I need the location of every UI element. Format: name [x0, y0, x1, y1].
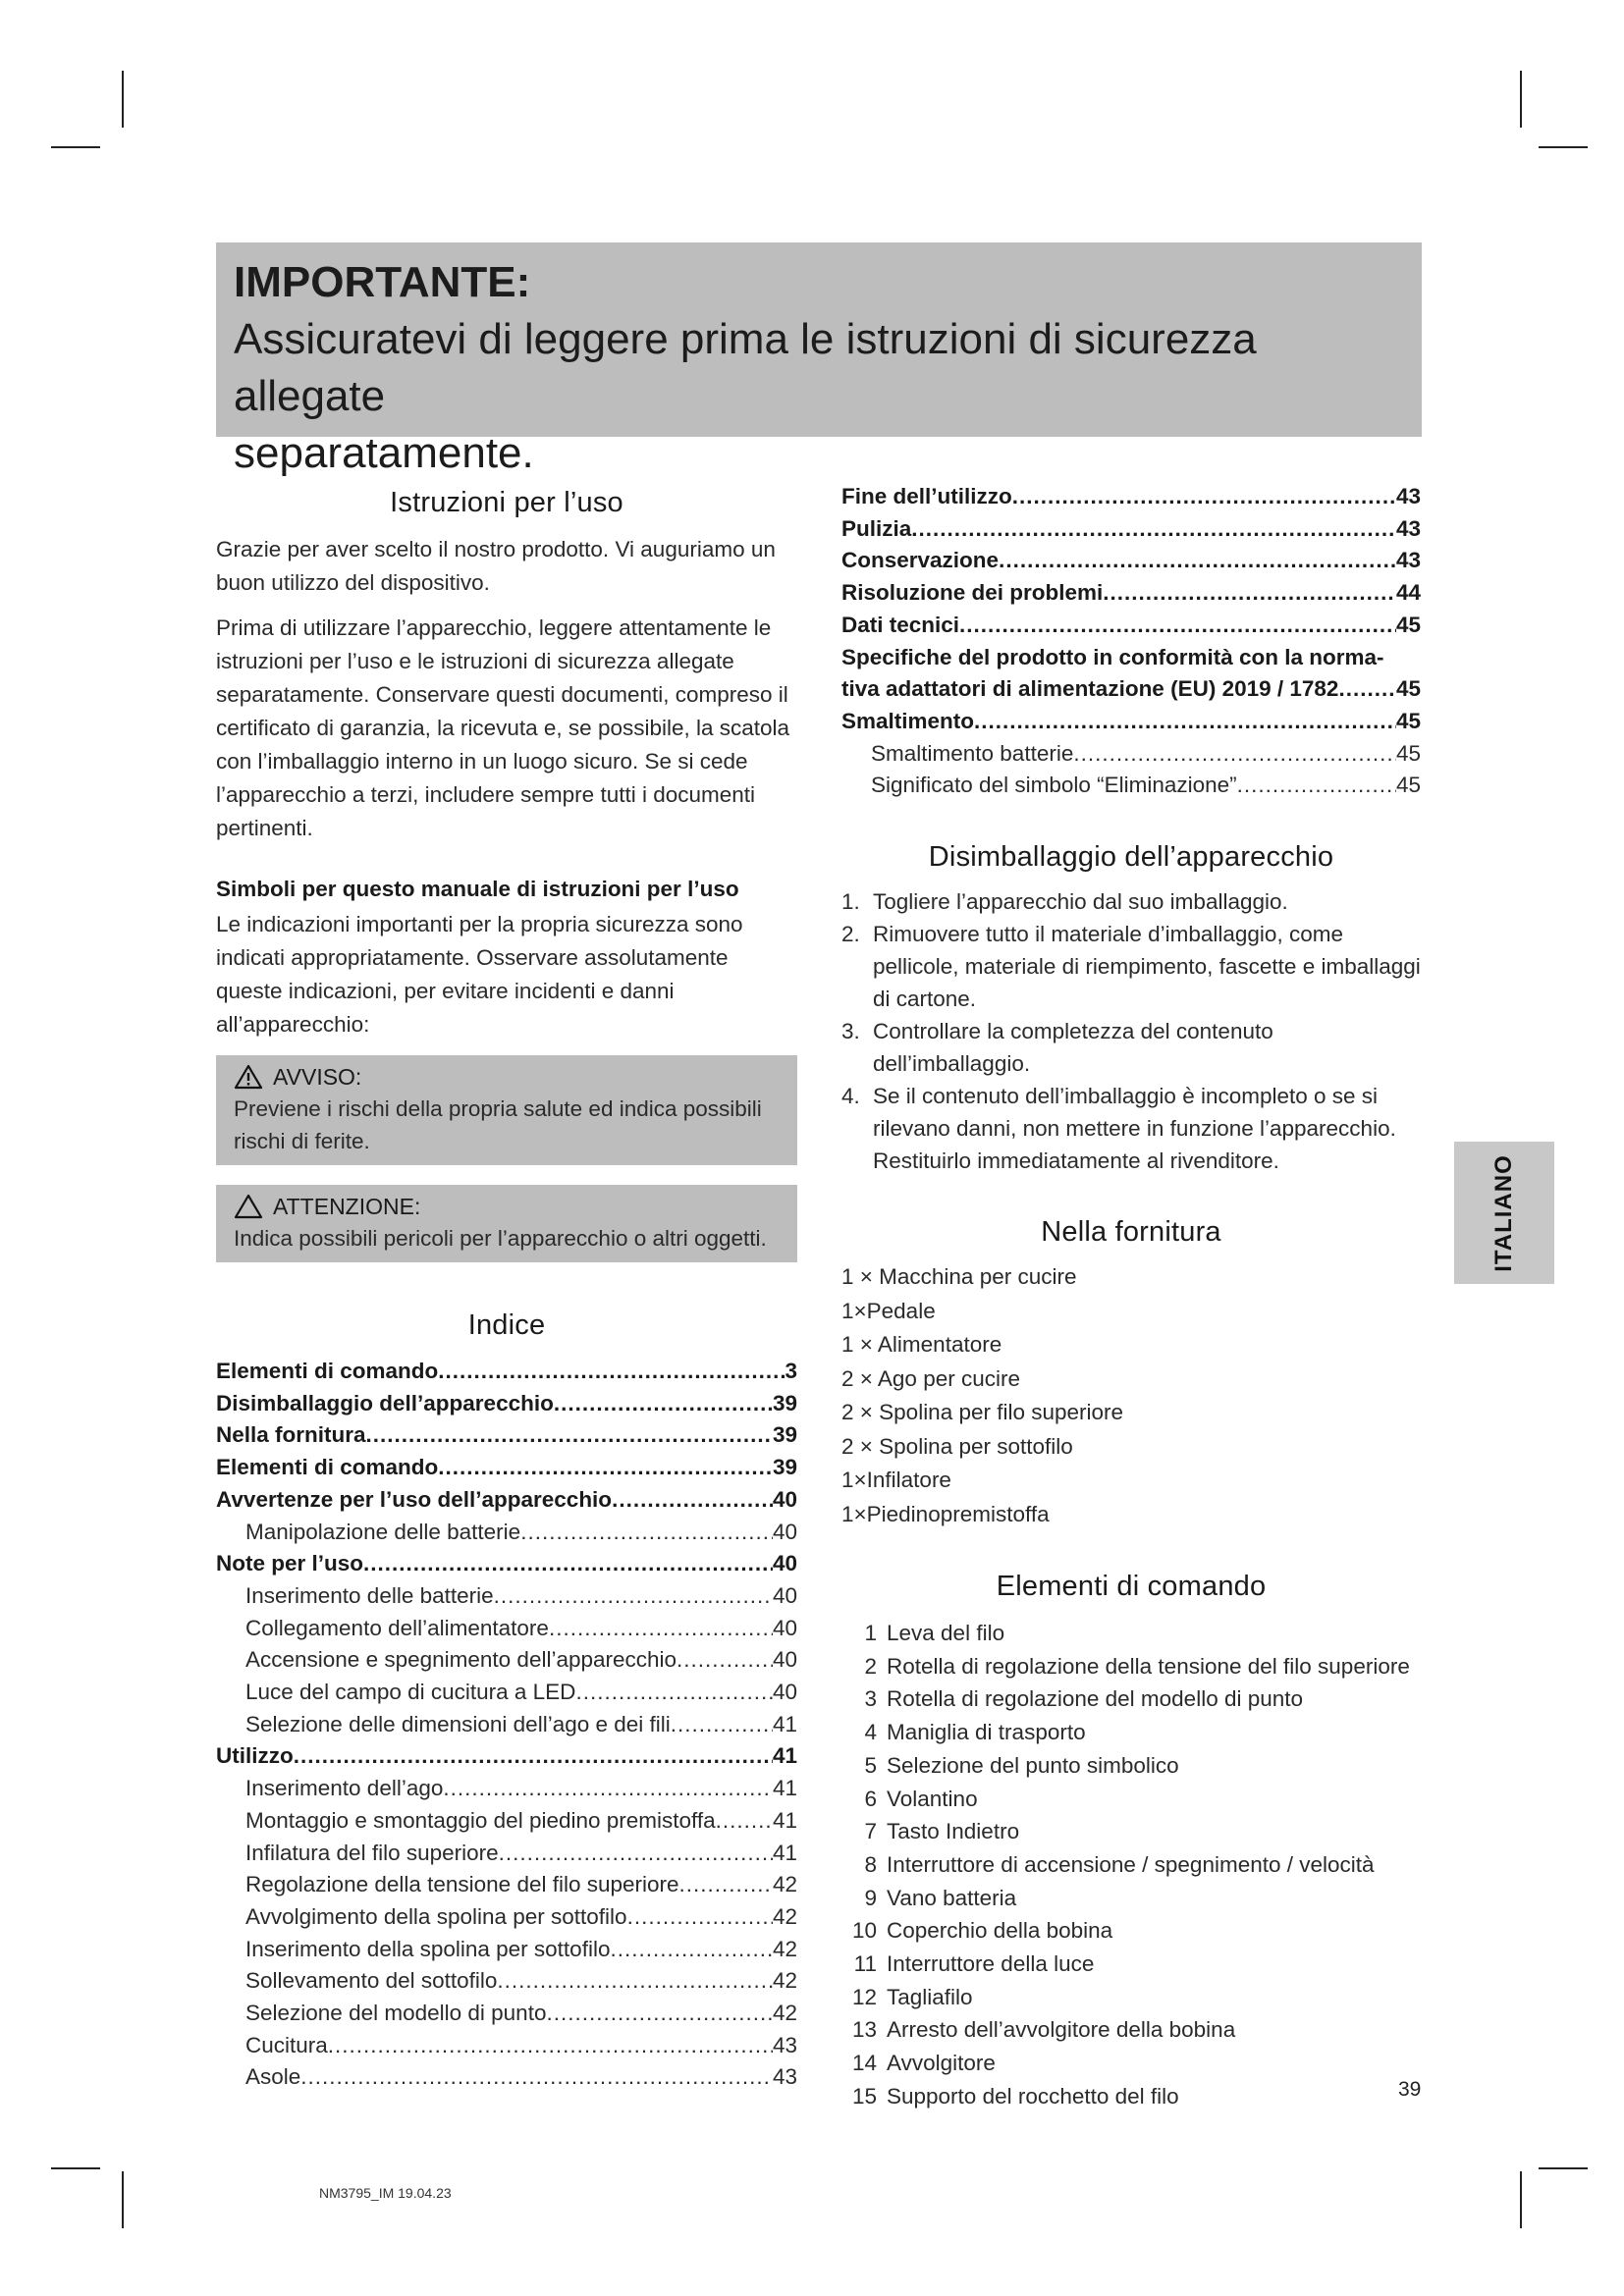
control-text: Leva del filo [887, 1621, 1005, 1646]
toc-spec-line-2: tiva adattatori di alimentazione (EU) 2019 / 1782 [841, 676, 1339, 702]
toc-item-label: Nella fornitura [216, 1422, 366, 1448]
toc-item[interactable] [841, 738, 1421, 771]
control-item [841, 1716, 1421, 1749]
control-number: 10 [851, 1918, 877, 1944]
toc-item[interactable] [841, 770, 1421, 802]
toc-item[interactable] [216, 1356, 797, 1388]
control-number: 13 [851, 2017, 877, 2043]
toc-item[interactable] [216, 1388, 797, 1420]
toc-leader-dots [575, 1677, 773, 1709]
toc-item-page: 41 [772, 1807, 797, 1833]
toc-item-label: Infilatura del filo superiore [245, 1840, 499, 1865]
toc-spec-line-1: Specifiche del prodotto in conformità con la norma- [841, 644, 1384, 669]
toc-item[interactable] [841, 513, 1421, 546]
warning-triangle-icon [234, 1064, 263, 1090]
control-number: 7 [864, 1819, 877, 1844]
toc-item[interactable] [216, 1613, 797, 1645]
control-number: 1 [864, 1621, 877, 1646]
warning-box [216, 1055, 797, 1165]
crop-mark [122, 2171, 124, 2228]
toc-item[interactable] [216, 1644, 797, 1677]
step-text: Rimuovere tutto il materiale d’imballaggio, come pellicole, materiale di riempimento, fascette e imballaggi di cartone. [873, 922, 1421, 1012]
toc-leader-dots [363, 1548, 773, 1580]
banner-line-2: separatamente. [234, 429, 534, 477]
toc-item[interactable] [216, 1869, 797, 1901]
toc-item-label: Inserimento della spolina per sottofilo [245, 1936, 611, 1961]
toc-item-label: Dati tecnici [841, 612, 960, 637]
toc-item-label: Disimballaggio dell’apparecchio [216, 1390, 554, 1415]
toc-item-label: Manipolazione delle batterie [245, 1519, 521, 1544]
toc-item-label: Asole [245, 2064, 301, 2090]
toc-item-page: 3 [785, 1359, 797, 1383]
step-text: Togliere l’apparecchio dal suo imballaggio. [873, 889, 1288, 915]
toc-item-label: Regolazione della tensione del filo superiore [245, 1872, 679, 1897]
toc-item-page: 39 [772, 1390, 797, 1415]
toc-item[interactable] [216, 1740, 797, 1773]
toc-item-label: Pulizia [841, 515, 912, 541]
toc-leader-dots [974, 706, 1396, 738]
control-text: Maniglia di trasporto [887, 1720, 1086, 1745]
toc-leader-dots [294, 1740, 773, 1773]
caution-box [216, 1185, 797, 1262]
control-text: Supporto del rocchetto del filo [887, 2083, 1179, 2109]
important-banner [216, 242, 1422, 477]
toc-item[interactable] [841, 610, 1421, 642]
toc-item-page: 42 [772, 1968, 797, 1994]
toc-leader-dots [438, 1356, 785, 1388]
toc-leader-dots [497, 1965, 773, 1998]
symbols-heading: Simboli per questo manuale di istruzioni per l’uso [216, 877, 739, 901]
toc-item-page: 42 [772, 2001, 797, 2026]
control-text: Tasto Indietro [887, 1819, 1020, 1844]
crop-mark [122, 71, 124, 128]
toc-item-page: 40 [772, 1486, 797, 1512]
toc-leader-dots [679, 1869, 773, 1901]
control-item [841, 1914, 1421, 1948]
control-text: Tagliafilo [887, 1984, 973, 2009]
control-item [841, 1650, 1421, 1683]
toc-leader-dots [612, 1484, 773, 1517]
toc-item[interactable] [216, 2061, 797, 2094]
toc-item-page: 43 [1395, 484, 1421, 508]
toc-item-page: 41 [772, 1743, 797, 1769]
control-number: 15 [851, 2083, 877, 2109]
control-item [841, 1617, 1421, 1650]
warning-title: AVVISO: [273, 1064, 362, 1090]
caution-text: Indica possibili pericoli per l’apparecchio o altri oggetti. [234, 1226, 767, 1251]
step-text: Se il contenuto dell’imballaggio è incompleto o se si rilevano danni, non mettere in funzione l’apparecchio. Restituirlo immediatamente al rivenditore. [873, 1084, 1396, 1174]
supply-heading: Nella fornitura [1041, 1216, 1221, 1249]
toc-item[interactable] [841, 706, 1421, 738]
language-tab[interactable] [1454, 1142, 1554, 1284]
toc-item-spec[interactable] [841, 642, 1421, 706]
control-number: 8 [864, 1851, 877, 1877]
toc-item[interactable] [216, 1709, 797, 1741]
toc-item[interactable] [216, 1580, 797, 1613]
control-number: 2 [864, 1653, 877, 1679]
toc-item[interactable] [216, 1517, 797, 1549]
toc-leader-dots [677, 1644, 773, 1677]
symbols-text: Le indicazioni importanti per la propria sicurezza sono indicati appropriatamente. Osservare assolutamente queste indicazioni, per evitare incidenti e danni all’apparecchio: [216, 912, 743, 1037]
toc-leader-dots [520, 1517, 773, 1549]
language-tab-label: ITALIANO [1490, 1153, 1518, 1272]
toc-item-page: 43 [1395, 548, 1421, 573]
toc-item-label: Montaggio e smontaggio del piedino premistoffa [245, 1807, 716, 1833]
crop-mark [1539, 2167, 1588, 2169]
toc-item-label: Smaltimento batterie [871, 740, 1074, 766]
toc-leader-dots [999, 545, 1396, 577]
toc-item-page: 45 [1395, 612, 1421, 637]
control-text: Rotella di regolazione del modello di punto [887, 1686, 1304, 1712]
toc-item-page: 40 [772, 1680, 797, 1705]
toc-item[interactable] [216, 1934, 797, 1966]
toc-item-page: 43 [1395, 515, 1421, 541]
supply-item: 1 × Macchina per cucire [841, 1264, 1077, 1290]
toc-item-page: 42 [772, 1936, 797, 1961]
unpacking-steps [841, 885, 1421, 1177]
step-number: 1. [841, 889, 860, 915]
control-text: Vano batteria [887, 1885, 1017, 1910]
toc-leader-dots [627, 1901, 773, 1934]
unpacking-step [841, 1015, 1421, 1080]
control-item [841, 1783, 1421, 1816]
toc-leader-dots [549, 1613, 773, 1645]
toc-item-label: Elementi di comando [216, 1455, 439, 1480]
step-number: 2. [841, 922, 860, 947]
toc-item-label: Sollevamento del sottofilo [245, 1968, 498, 1994]
toc-item[interactable] [216, 1805, 797, 1838]
control-text: Selezione del punto simbolico [887, 1752, 1179, 1778]
footer-code: NM3795_IM 19.04.23 [319, 2185, 452, 2201]
unpacking-step [841, 1080, 1421, 1177]
toc-item-label: Note per l’uso [216, 1551, 364, 1576]
toc-item-label: Avvertenze per l’uso dell’apparecchio [216, 1486, 613, 1512]
unpacking-heading: Disimballaggio dell’apparecchio [928, 841, 1334, 874]
toc-item-page: 40 [772, 1582, 797, 1608]
toc-item-page: 44 [1395, 580, 1421, 606]
toc-leader-dots [328, 2030, 773, 2062]
toc-item-page: 41 [772, 1840, 797, 1865]
supply-item: 1×Piedinopremistoffa [841, 1501, 1050, 1526]
supply-item: 1 × Alimentatore [841, 1332, 1002, 1358]
control-number: 14 [851, 2051, 877, 2076]
toc-item-page: 39 [772, 1455, 797, 1480]
step-number: 4. [841, 1084, 860, 1109]
toc-item-page: 43 [772, 2032, 797, 2057]
crop-mark [1520, 2171, 1522, 2228]
toc-leader-dots [959, 610, 1396, 642]
toc-leader-dots [1012, 481, 1396, 513]
toc-item-label: Conservazione [841, 548, 1000, 573]
unpacking-step [841, 885, 1421, 918]
toc-item-label: Smaltimento [841, 708, 975, 733]
page-number: 39 [1398, 2078, 1422, 2101]
toc-leader-dots [1103, 577, 1396, 610]
step-text: Controllare la completezza del contenuto dell’imballaggio. [873, 1019, 1273, 1077]
toc-leader-dots [546, 1998, 773, 2030]
control-text: Avvolgitore [887, 2051, 996, 2076]
banner-line-1: Assicuratevi di leggere prima le istruzioni di sicurezza allegate [234, 315, 1257, 420]
control-number: 11 [853, 1951, 877, 1977]
index-heading: Indice [467, 1309, 546, 1341]
toc-leader-dots [610, 1934, 773, 1966]
toc-item[interactable] [216, 1419, 797, 1452]
control-number: 5 [864, 1752, 877, 1778]
toc-item[interactable] [216, 1998, 797, 2030]
right-column [841, 481, 1421, 2113]
toc-item[interactable] [841, 545, 1421, 577]
toc-item[interactable] [216, 1965, 797, 1998]
control-number: 4 [864, 1720, 877, 1745]
toc-item-label: Cucitura [245, 2032, 328, 2057]
control-item [841, 1981, 1421, 2014]
toc-spec-page: 45 [1395, 676, 1421, 702]
toc-leader-dots [366, 1419, 773, 1452]
toc-item-page: 40 [772, 1551, 797, 1576]
toc-item-label: Utilizzo [216, 1743, 294, 1769]
toc-item-label: Inserimento dell’ago [245, 1776, 444, 1801]
intro-heading: Istruzioni per l’uso [390, 487, 623, 518]
toc-item-label: Elementi di comando [216, 1359, 439, 1383]
toc-leader-dots [671, 1709, 773, 1741]
control-item [841, 1882, 1421, 1915]
banner-title: IMPORTANTE: [234, 258, 531, 306]
control-item [841, 2013, 1421, 2047]
crop-mark [51, 146, 100, 148]
toc-item-label: Avvolgimento della spolina per sottofilo [245, 1903, 627, 1929]
intro-paragraph-2: Prima di utilizzare l’apparecchio, leggere attentamente le istruzioni per l’uso e le istruzioni di sicurezza allegate separatamente. Conservare questi documenti, compreso il certificato di garanzia, la ricevuta e, se possibile, la scatola con l’imballaggio interno in un luogo sicuro. Se si cede l’apparecchio a terzi, includere sempre tutti i documenti pertinenti. [216, 615, 790, 840]
toc-item[interactable] [216, 1484, 797, 1517]
toc-item-page: 41 [772, 1711, 797, 1736]
control-text: Interruttore di accensione / spegnimento / velocità [887, 1851, 1375, 1877]
control-item [841, 2080, 1421, 2113]
toc-leader-dots [1073, 738, 1396, 771]
intro-paragraph-1: Grazie per aver scelto il nostro prodotto. Vi auguriamo un buon utilizzo del dispositivo. [216, 537, 776, 595]
toc-item-page: 42 [772, 1903, 797, 1929]
toc-item[interactable] [841, 481, 1421, 513]
toc-item-label: Inserimento delle batterie [245, 1582, 494, 1608]
toc-item-label: Accensione e spegnimento dell’apparecchio [245, 1647, 677, 1673]
control-text: Coperchio della bobina [887, 1918, 1113, 1944]
toc-item[interactable] [216, 1452, 797, 1484]
toc-item-page: 39 [772, 1422, 797, 1448]
unpacking-step [841, 918, 1421, 1015]
toc-item-page: 42 [772, 1872, 797, 1897]
toc-right-bottom [841, 706, 1421, 802]
toc-item[interactable] [216, 1773, 797, 1805]
toc-leader-dots [494, 1580, 773, 1613]
toc-item-label: Collegamento dell’alimentatore [245, 1615, 549, 1640]
toc-item[interactable] [216, 1677, 797, 1709]
toc-item-page: 45 [1395, 708, 1421, 733]
toc-item-page: 40 [772, 1647, 797, 1673]
control-item [841, 1815, 1421, 1848]
step-number: 3. [841, 1019, 860, 1044]
control-number: 9 [864, 1885, 877, 1910]
control-number: 3 [864, 1686, 877, 1712]
toc-item[interactable] [216, 1838, 797, 1870]
toc-right-top [841, 481, 1421, 642]
toc-item-page: 41 [772, 1776, 797, 1801]
control-number: 12 [851, 1984, 877, 2009]
supply-item: 1×Infilatore [841, 1468, 951, 1493]
toc-leader-dots [716, 1805, 773, 1838]
caution-title: ATTENZIONE: [273, 1194, 421, 1219]
toc-leader-dots [554, 1388, 773, 1420]
supply-item: 2 × Spolina per sottofilo [841, 1433, 1073, 1459]
toc-leader-dots [911, 513, 1396, 546]
controls-list [841, 1617, 1421, 2113]
crop-mark [1520, 71, 1522, 128]
controls-heading: Elementi di comando [996, 1571, 1267, 1603]
control-item [841, 2047, 1421, 2080]
toc-item-page: 45 [1395, 740, 1421, 766]
toc-leader-dots [443, 1773, 773, 1805]
control-item [841, 1848, 1421, 1882]
toc-item[interactable] [841, 577, 1421, 610]
control-item [841, 1948, 1421, 1981]
toc-leader-dots [438, 1452, 773, 1484]
control-text: Interruttore della luce [887, 1951, 1095, 1977]
supply-item: 2 × Ago per cucire [841, 1365, 1020, 1391]
supply-item: 2 × Spolina per filo superiore [841, 1400, 1124, 1425]
control-text: Volantino [887, 1786, 978, 1811]
supply-list [841, 1260, 1421, 1531]
toc-item[interactable] [216, 1901, 797, 1934]
crop-mark [1539, 146, 1588, 148]
toc-left [216, 1356, 797, 2094]
control-text: Arresto dell’avvolgitore della bobina [887, 2017, 1236, 2043]
toc-item-label: Selezione delle dimensioni dell’ago e dei fili [245, 1711, 671, 1736]
toc-item-page: 40 [772, 1519, 797, 1544]
control-item [841, 1749, 1421, 1783]
toc-item-page: 45 [1395, 773, 1421, 798]
toc-item-label: Fine dell’utilizzo [841, 484, 1012, 508]
control-text: Rotella di regolazione della tensione del filo superiore [887, 1653, 1410, 1679]
toc-item[interactable] [216, 2030, 797, 2062]
toc-leader-dots [1237, 770, 1396, 802]
supply-item: 1×Pedale [841, 1298, 936, 1323]
toc-leader-dots [300, 2061, 773, 2094]
toc-item[interactable] [216, 1548, 797, 1580]
left-column [216, 481, 797, 2094]
toc-item-label: Risoluzione dei problemi [841, 580, 1104, 606]
control-item [841, 1682, 1421, 1716]
caution-triangle-icon [234, 1194, 263, 1219]
toc-leader-dots [499, 1838, 773, 1870]
toc-item-page: 43 [772, 2064, 797, 2090]
warning-text: Previene i rischi della propria salute ed indica possibili rischi di ferite. [234, 1096, 762, 1153]
toc-item-label: Significato del simbolo “Eliminazione” [871, 773, 1237, 798]
crop-mark [51, 2167, 100, 2169]
control-number: 6 [864, 1786, 877, 1811]
toc-item-label: Selezione del modello di punto [245, 2001, 547, 2026]
toc-item-page: 40 [772, 1615, 797, 1640]
toc-item-label: Luce del campo di cucitura a LED [245, 1680, 576, 1705]
